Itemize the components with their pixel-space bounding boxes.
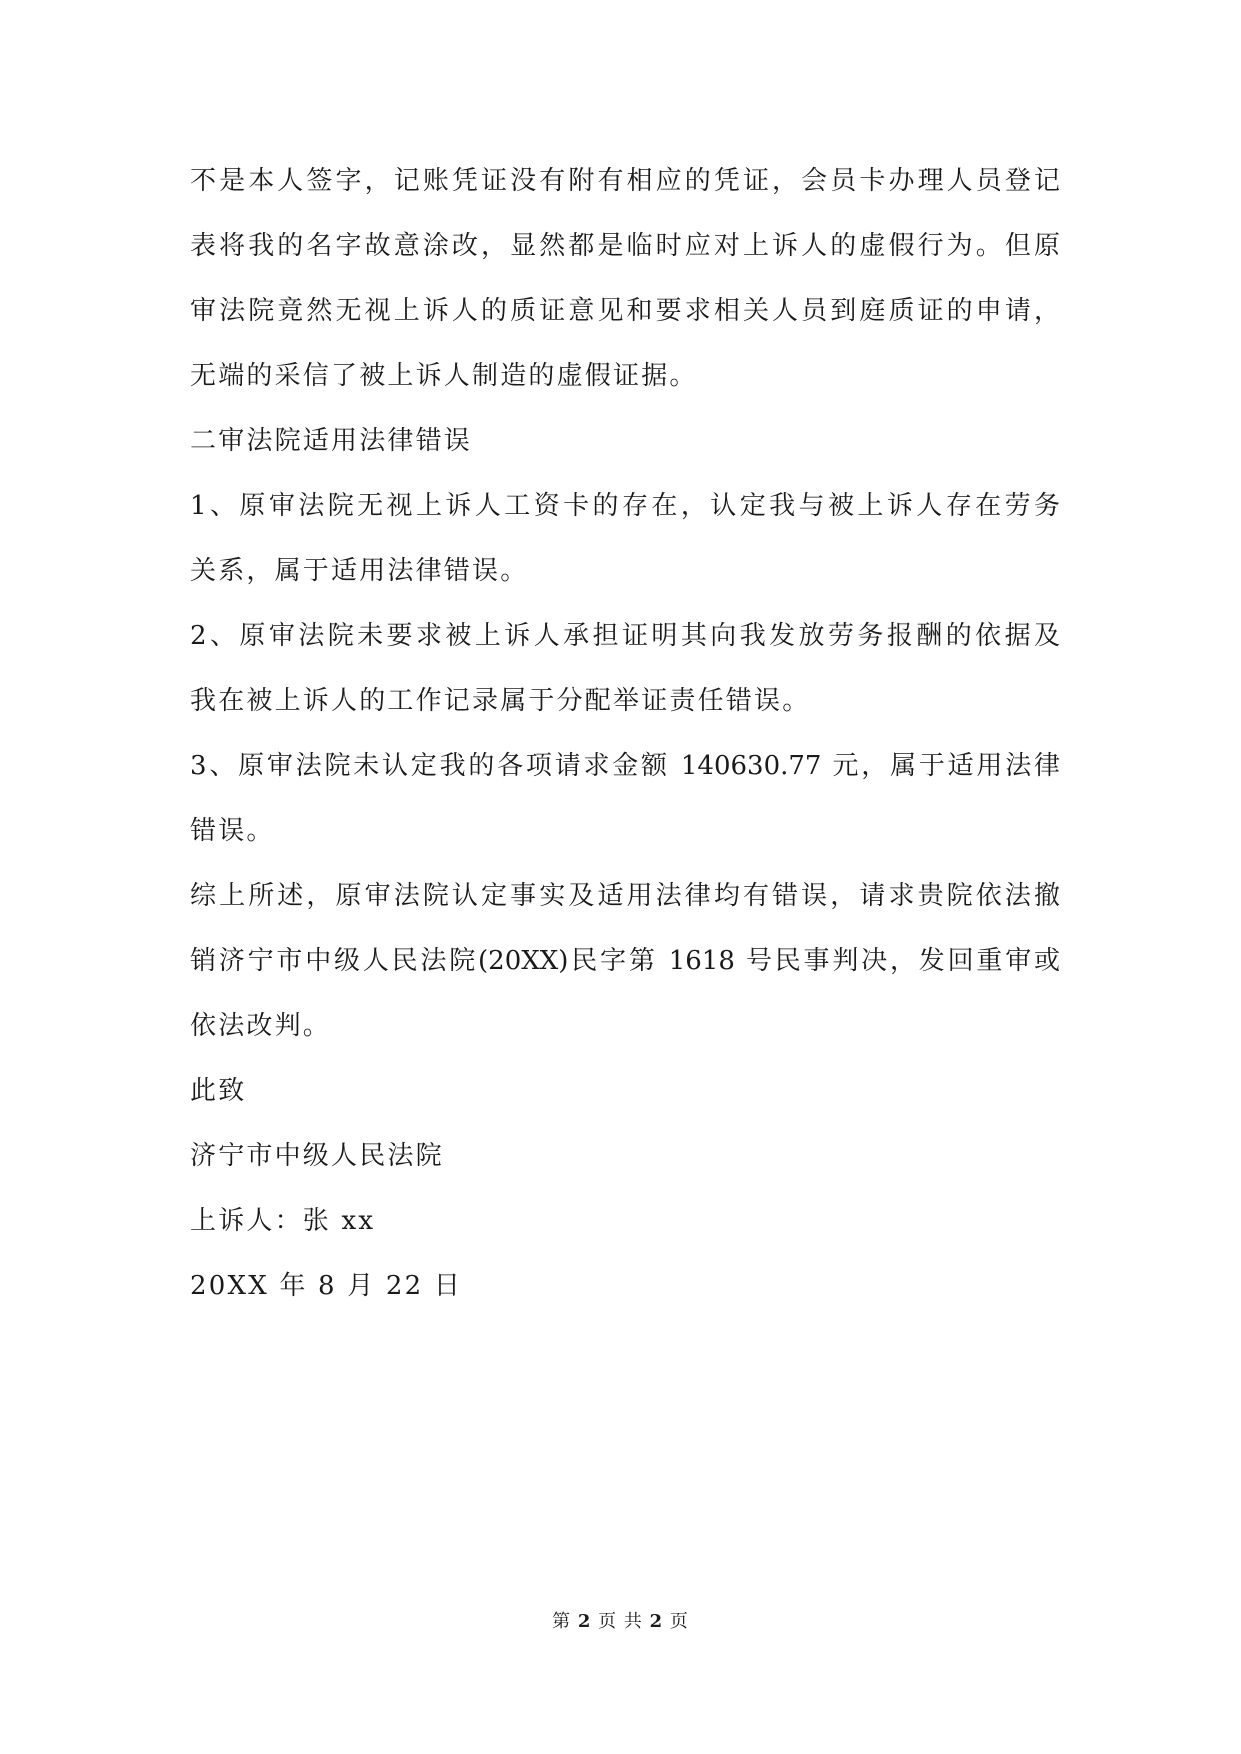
page-footer [0, 1610, 1241, 1634]
section-heading: 二审法院适用法律错误 [190, 426, 473, 456]
paragraph-line: 审法院竟然无视上诉人的质证意见和要求相关人员到庭质证的申请， [190, 296, 1060, 326]
paragraph-line: 1、原审法院无视上诉人工资卡的存在，认定我与被上诉人存在劳务 [190, 491, 1060, 521]
paragraph-line: 2、原审法院未要求被上诉人承担证明其向我发放劳务报酬的依据及 [190, 621, 1060, 651]
document-body [190, 164, 1060, 1334]
paragraph-line: 依法改判。 [190, 1011, 332, 1041]
total-page-number: 2 [649, 1611, 664, 1632]
paragraph-line: 销济宁市中级人民法院(20XX)民字第 1618 号民事判决，发回重审或 [190, 946, 1060, 976]
footer-middle: 页 共 [598, 1611, 643, 1632]
paragraph-line: 无端的采信了被上诉人制造的虚假证据。 [190, 361, 698, 391]
paragraph-line: 不是本人签字，记账凭证没有附有相应的凭证，会员卡办理人员登记 [190, 166, 1060, 196]
current-page-number: 2 [577, 1611, 592, 1632]
paragraph-line: 关系，属于适用法律错误。 [190, 556, 529, 586]
document-date: 20XX 年 8 月 22 日 [190, 1271, 463, 1301]
footer-suffix: 页 [669, 1611, 689, 1632]
paragraph-line: 表将我的名字故意涂改，显然都是临时应对上诉人的虚假行为。但原 [190, 231, 1060, 261]
footer-prefix: 第 [552, 1611, 572, 1632]
salutation: 此致 [190, 1076, 247, 1106]
appellant-signature: 上诉人：张 xx [190, 1206, 376, 1236]
paragraph-line: 错误。 [190, 816, 275, 846]
addressee: 济宁市中级人民法院 [190, 1141, 444, 1171]
paragraph-line: 综上所述，原审法院认定事实及适用法律均有错误，请求贵院依法撤 [190, 881, 1060, 911]
paragraph-line: 我在被上诉人的工作记录属于分配举证责任错误。 [190, 686, 811, 716]
paragraph-line: 3、原审法院未认定我的各项请求金额 140630.77 元，属于适用法律 [190, 751, 1060, 781]
